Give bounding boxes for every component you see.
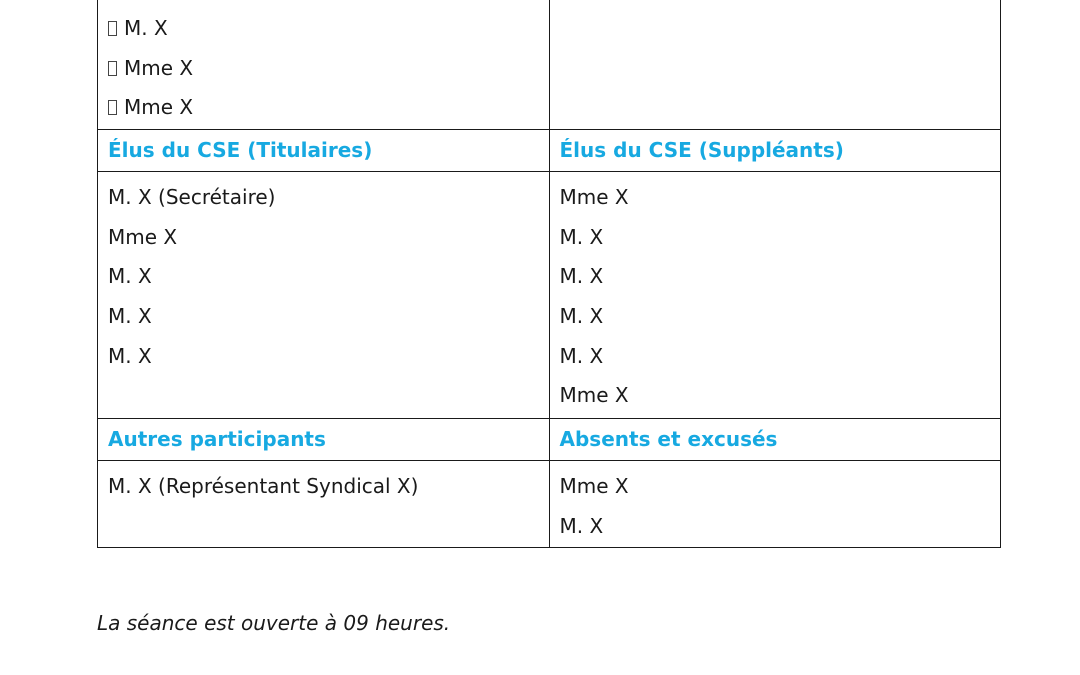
elus-titulaires-header: Élus du CSE (Titulaires) (98, 130, 550, 172)
checkbox-placeholder-icon (108, 21, 117, 36)
list-item: M. X (108, 343, 152, 368)
autres-row (98, 460, 1001, 547)
section-header-row (98, 130, 1001, 172)
elus-row (98, 172, 1001, 419)
list-item: Mme X (559, 473, 629, 498)
list-item: M. X (559, 513, 604, 538)
list-item: M. X (559, 343, 604, 368)
elus-titulaires-cell (98, 172, 550, 419)
absents-excuses-cell (549, 460, 1001, 547)
top-row (98, 0, 1001, 130)
autres-participants-header: Autres participants (98, 418, 550, 460)
list-item: M. X (108, 9, 539, 49)
elus-suppleants-cell (549, 172, 1001, 419)
checkbox-placeholder-icon (108, 100, 117, 115)
top-right-cell (549, 0, 1001, 130)
list-item: M. X (559, 224, 604, 249)
absents-excuses-header: Absents et excusés (549, 418, 1001, 460)
list-item: M. X (Secrétaire) (108, 185, 276, 210)
autres-participants-cell (98, 460, 550, 547)
list-item: M. X (108, 264, 152, 289)
list-item: M. X (559, 264, 604, 289)
list-item: Mme X (108, 49, 539, 89)
opening-statement: La séance est ouverte à 09 heures. (97, 611, 451, 635)
elus-suppleants-header: Élus du CSE (Suppléants) (549, 130, 1001, 172)
list-item: M. X (Représentant Syndical X) (108, 473, 419, 498)
list-item: M. X (108, 304, 152, 329)
participants-table (97, 0, 1001, 548)
list-item: M. X (559, 304, 604, 329)
section-header-row (98, 418, 1001, 460)
checkbox-placeholder-icon (108, 61, 117, 76)
list-item: Mme X (108, 224, 178, 249)
list-item: Mme X (559, 383, 629, 408)
list-item: Mme X (559, 185, 629, 210)
list-item: Mme X (108, 88, 539, 128)
top-left-cell (98, 0, 550, 130)
